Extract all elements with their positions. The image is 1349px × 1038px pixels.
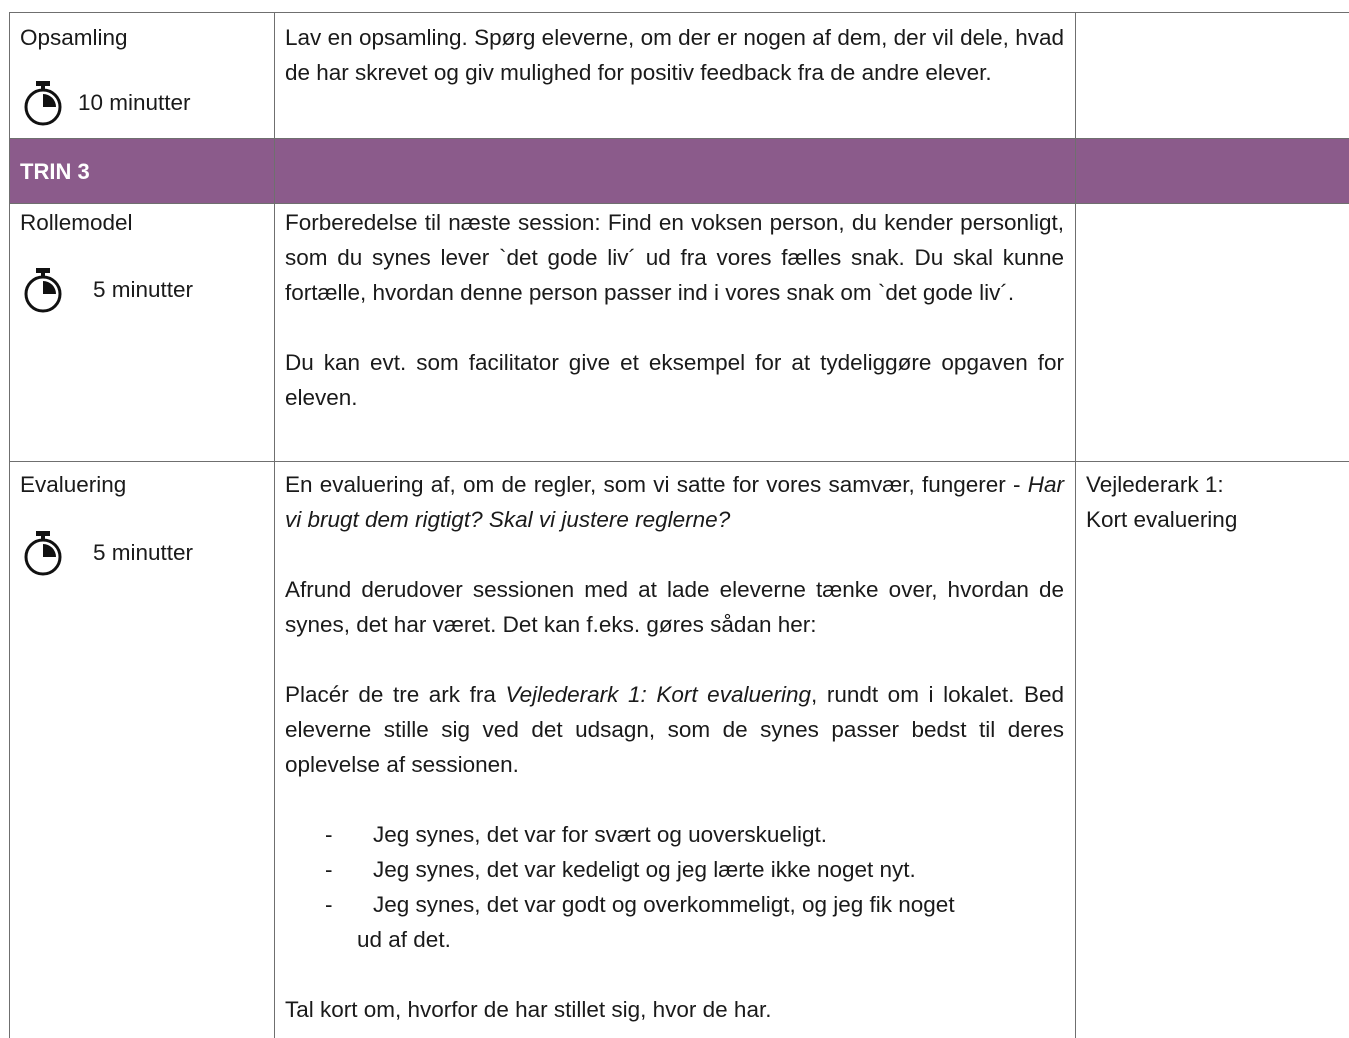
paragraph: Du kan evt. som facilitator give et eksempel for at tydeliggøre opgaven for eleven. xyxy=(285,350,1064,410)
list-item: - Jeg synes, det var godt og overkommeligt, og jeg fik noget ud af det. xyxy=(285,887,1064,957)
emphasis: Vejlederark 1: Kort evaluering xyxy=(505,682,811,707)
stopwatch-icon xyxy=(20,530,66,576)
step-header-band xyxy=(10,139,1349,203)
paragraph: Forberedelse til næste session: Find en voksen person, du kender personligt, som du synes lever `det gode liv´ ud fra vores fælles snak. Du skal kunne fortælle, hvordan denne person passer ind i vores snak om `det gode liv´. xyxy=(285,210,1064,305)
row-divider xyxy=(9,461,1349,462)
paragraph: Placér de tre ark fra Vejlederark 1: Kort evaluering, rundt om i lokalet. Bed eleverne stille sig ved det udsagn, som de synes passer bedst til deres oplevelse af sessionen. xyxy=(285,682,1064,777)
step-header: TRIN 3 xyxy=(20,159,90,184)
duration-label: 5 minutter xyxy=(93,277,194,302)
paragraph: Tal kort om, hvorfor de har stillet sig, hvor de har. xyxy=(285,997,772,1022)
activity-description xyxy=(285,467,1064,1027)
list-item: - Jeg synes, det var for svært og uoverskueligt. xyxy=(285,817,1064,852)
stopwatch-icon xyxy=(20,267,66,313)
material-reference: Vejlederark 1: Kort evaluering xyxy=(1086,472,1238,532)
row-divider xyxy=(9,138,1349,139)
duration xyxy=(20,80,191,126)
duration-label: 5 minutter xyxy=(93,540,194,565)
activity-description: Lav en opsamling. Spørg eleverne, om der er nogen af dem, der vil dele, hvad de har skrevet og giv mulighed for positiv feedback fra de andre elever. xyxy=(285,25,1064,85)
paragraph: En evaluering af, om de regler, som vi satte for vores samvær, fungerer - Har vi brugt dem rigtigt? Skal vi justere reglerne? xyxy=(285,472,1064,532)
paragraph: Afrund derudover sessionen med at lade eleverne tænke over, hvordan de synes, det har været. Det kan f.eks. gøres sådan her: xyxy=(285,577,1064,637)
activity-description xyxy=(285,205,1064,415)
activity-name: Rollemodel xyxy=(20,210,133,235)
duration xyxy=(20,267,193,313)
activity-name: Evaluering xyxy=(20,472,127,497)
stopwatch-icon xyxy=(20,80,66,126)
column-divider xyxy=(274,12,275,1038)
list-item: - Jeg synes, det var kedeligt og jeg lærte ikke noget nyt. xyxy=(285,852,1064,887)
column-border-left xyxy=(9,12,10,1038)
emphasis: Har vi brugt dem rigtigt? Skal vi justere reglerne? xyxy=(285,472,1064,532)
column-divider xyxy=(1075,12,1076,1038)
statement-list xyxy=(285,817,1064,957)
duration xyxy=(20,530,193,576)
duration-label: 10 minutter xyxy=(78,90,191,115)
table-border-top xyxy=(9,12,1349,13)
row-divider xyxy=(9,203,1349,204)
activity-name: Opsamling xyxy=(20,25,128,50)
